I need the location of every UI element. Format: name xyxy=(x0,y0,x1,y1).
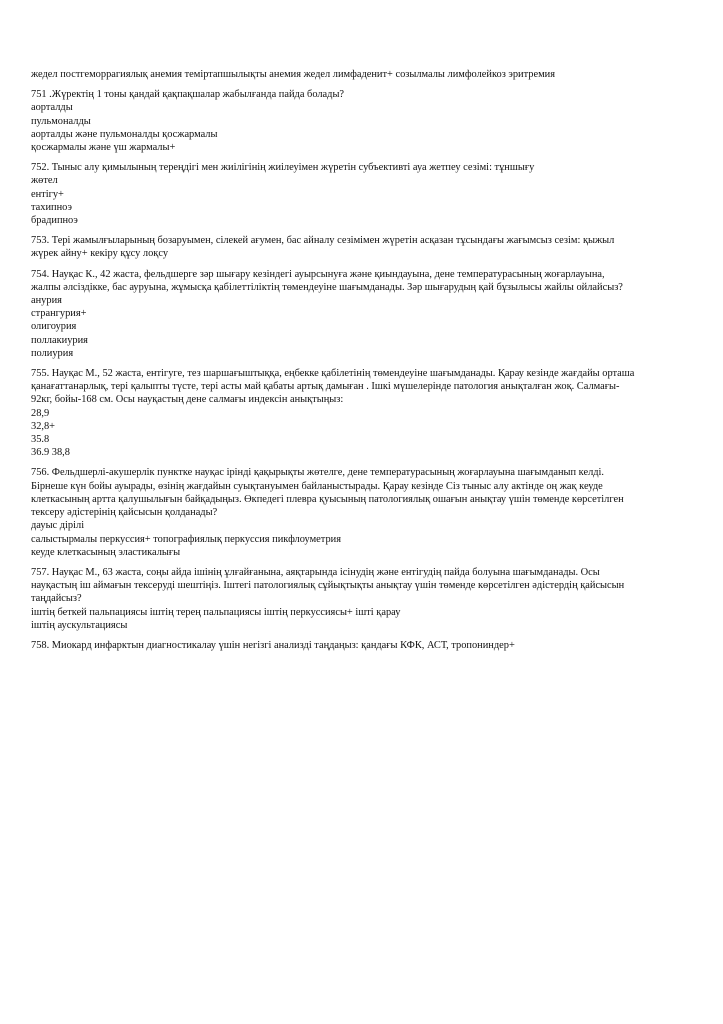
question-753 xyxy=(31,234,683,260)
question-text: жалпы әлсіздікке, бас ауруына, жұмысқа қабілеттіліктің төмендеуіне шағымданады. Зәр шығарудың қай бұзылысы жайлы ойлайсыз? xyxy=(31,281,623,293)
question-text: 757. Науқас М., 63 жаста, соңы айда ішінің ұлғайғанына, аяқтарында ісінудің және ентігудің пайда болуына шағымданады. Осы xyxy=(31,566,600,578)
answer-option: анурия xyxy=(31,295,62,307)
answer-option: странгурия+ xyxy=(31,308,87,320)
answer-option: 28,9 xyxy=(31,407,50,419)
question-text: жүрек айну+ кекіру құсу лоқсу xyxy=(31,248,169,260)
answer-option: салыстырмалы перкуссия+ топографиялық перкуссия пикфлоуметрия xyxy=(31,533,341,545)
answer-option: 35.8 xyxy=(31,434,50,446)
answer-option: кеуде клеткасының эластикалығы xyxy=(31,546,181,558)
answer-option: іштің беткей пальпациясы іштің терең пальпациясы іштің перкуссиясы+ іштi қарау xyxy=(31,606,401,618)
question-text: 753. Тері жамылғыларының бозаруымен, сілекей ағумен, бас айналу сезімімен жүретін асқазан тұсындағы жағымсыз сезім: қыжыл xyxy=(31,235,615,247)
question-757 xyxy=(31,566,683,632)
question-text: тексеру әдістерінің қайсысын қолданады? xyxy=(31,507,218,519)
question-text: 755. Науқас М., 52 жаста, ентігуге, тез шаршағыштыққа, еңбекке қабілетінің төмендеуіне шағымданады. Қарау кезінде жағдайы орташа xyxy=(31,368,635,380)
question-758 xyxy=(31,639,683,652)
answer-option: полиурия xyxy=(31,347,74,359)
question-text: 752. Тыныс алу қимылының тереңдігі мен жиілігінің жиілеуімен жүретін субъективті ауа жетпеу сезімі: тұншығу xyxy=(31,162,535,174)
answer-option: тахипноэ xyxy=(31,201,72,213)
answer-option: дауыс дірілі xyxy=(31,520,85,532)
answer-option: 32,8+ xyxy=(31,420,56,432)
question-755 xyxy=(31,367,683,459)
answer-option: аорталды xyxy=(31,102,73,114)
answer-option: аорталды және пульмоналды қосжармалы xyxy=(31,128,218,140)
question-text: науқастың іш аймағын тексеруді шештіңіз. Іштегі патологиялық сұйықтықты анықтау үшін төменде көрсетілген әдістердің қайсысын xyxy=(31,580,625,592)
text-line: жедел постгеморрагиялық анемия темiртапшылықты анемия жедел лимфаденит+ созылмалы лимфолейкоз эритремия xyxy=(31,69,556,80)
answer-option: іштің аускультациясы xyxy=(31,619,128,631)
question-text: Бірнеше күн бойы ауырады, өзінің жағдайын суықтануымен байланыстырады. Қарау кезінде Сіз тыныс алу актінде оң жақ кеуде xyxy=(31,480,603,492)
question-754 xyxy=(31,268,683,360)
answer-option: брадипноэ xyxy=(31,215,78,227)
question-752 xyxy=(31,161,683,227)
question-756 xyxy=(31,466,683,558)
answer-option: пульмоналды xyxy=(31,115,91,127)
answer-option: жөтел xyxy=(31,175,58,187)
answer-option: 36.9 38,8 xyxy=(31,447,70,459)
answer-option: ентігу+ xyxy=(31,188,64,200)
answer-option: қосжармалы және үш жармалы+ xyxy=(31,142,176,154)
question-text: 754. Науқас К., 42 жаста, фельдшерге зәр шығару кезіндегі ауырсынуға және қиындауына, дене температурасының жоғарлауына, xyxy=(31,268,605,280)
answer-option: олигоурия xyxy=(31,321,77,333)
question-751 xyxy=(31,88,683,154)
intro-line xyxy=(31,68,683,81)
question-text: 751 .Жүректің 1 тоны қандай қақпақшалар жабылғанда пайда болады? xyxy=(31,89,345,101)
question-text: 756. Фельдшерлі-акушерлік пунктке науқас ірінді қақырықты жөтелге, дене температурасының жоғарлауына шағымданып келді. xyxy=(31,467,605,479)
question-text: 758. Миокард инфарктын диагностикалау үшін негізгі анализді таңдаңыз: қандағы КФК, АСТ, тропониндер+ xyxy=(31,639,515,651)
question-text: қанағаттанарлық, тері қалыпты түсте, тері асты май қабаты артық дамыған . Ішкі мүшелерінде патология анықталған жоқ. Салмағы- xyxy=(31,381,620,393)
answer-option: поллакиурия xyxy=(31,334,88,346)
question-text: 92кг, бойы-168 см. Осы науқастың дене салмағы индексін анықтыңыз: xyxy=(31,394,344,406)
question-text: таңдайсыз? xyxy=(31,593,82,605)
question-text: клеткасының артта қалушылығын байқадыңыз. Өкпедегі плевра қуысының патологиялық ошағын анықтау үшін төменде көрсетілген xyxy=(31,493,624,505)
